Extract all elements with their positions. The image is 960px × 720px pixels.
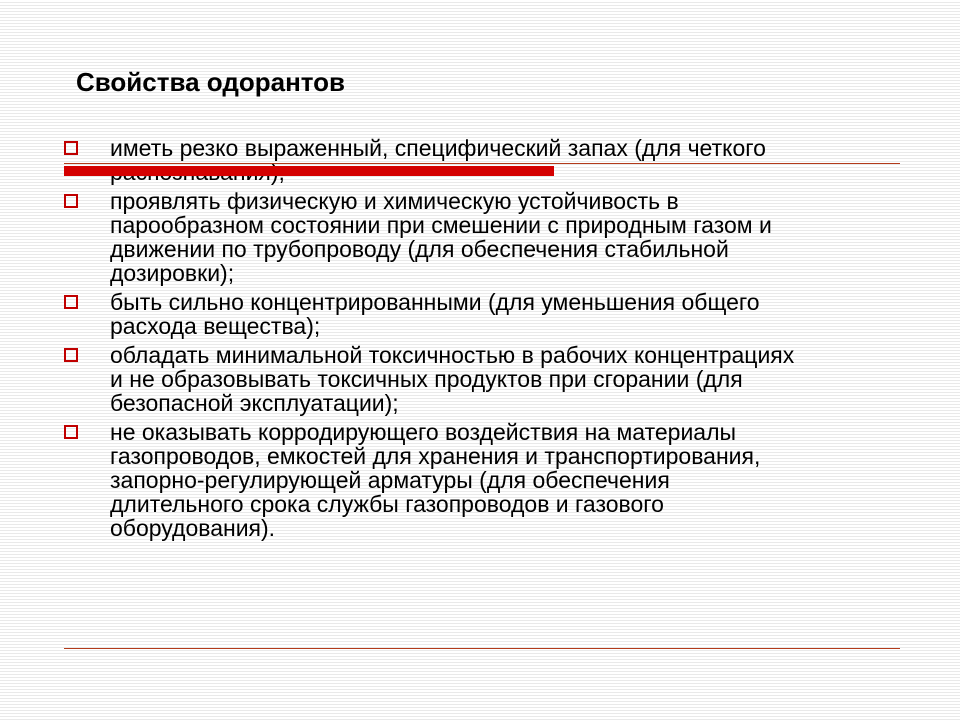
bullet-line: безопасной эксплуатации); (110, 390, 399, 416)
list-item (64, 290, 914, 338)
bullet-line: иметь резко выраженный, специфический запах (для четкого (110, 135, 766, 161)
bullet-line: запорно-регулирующей арматуры (для обеспечения (110, 467, 670, 493)
bullet-line: парообразном состоянии при смешении с природным газом и (110, 212, 772, 238)
list-item (64, 343, 914, 415)
slide-title: Свойства одорантов (76, 67, 346, 97)
hollow-square-icon (64, 194, 78, 208)
bullet-line: быть сильно концентрированными (для уменьшения общего (110, 289, 760, 315)
top-divider (64, 163, 900, 164)
hollow-square-icon (64, 348, 78, 362)
bullet-line: длительного срока службы газопроводов и газового (110, 491, 664, 517)
bullet-line: не оказывать корродирующего воздействия на материалы (110, 419, 737, 445)
hollow-square-icon (64, 141, 78, 155)
accent-bar (64, 166, 554, 176)
list-item (64, 420, 914, 540)
bullet-line: расхода вещества); (110, 313, 321, 339)
list-item (64, 189, 914, 285)
bullet-list (64, 136, 914, 545)
hollow-square-icon (64, 295, 78, 309)
hollow-square-icon (64, 425, 78, 439)
bullet-line: газопроводов, емкостей для хранения и транспортирования, (110, 443, 761, 469)
bottom-divider (64, 648, 900, 649)
bullet-line: обладать минимальной токсичностью в рабочих концентрациях (110, 342, 795, 368)
bullet-line: и не образовывать токсичных продуктов при сгорании (для (110, 366, 743, 392)
bullet-line: оборудования). (110, 515, 276, 541)
bullet-line: проявлять физическую и химическую устойчивость в (110, 188, 679, 214)
bullet-line: движении по трубопроводу (для обеспечения стабильной (110, 236, 729, 262)
list-item (64, 136, 914, 184)
bullet-line: дозировки); (110, 260, 235, 286)
